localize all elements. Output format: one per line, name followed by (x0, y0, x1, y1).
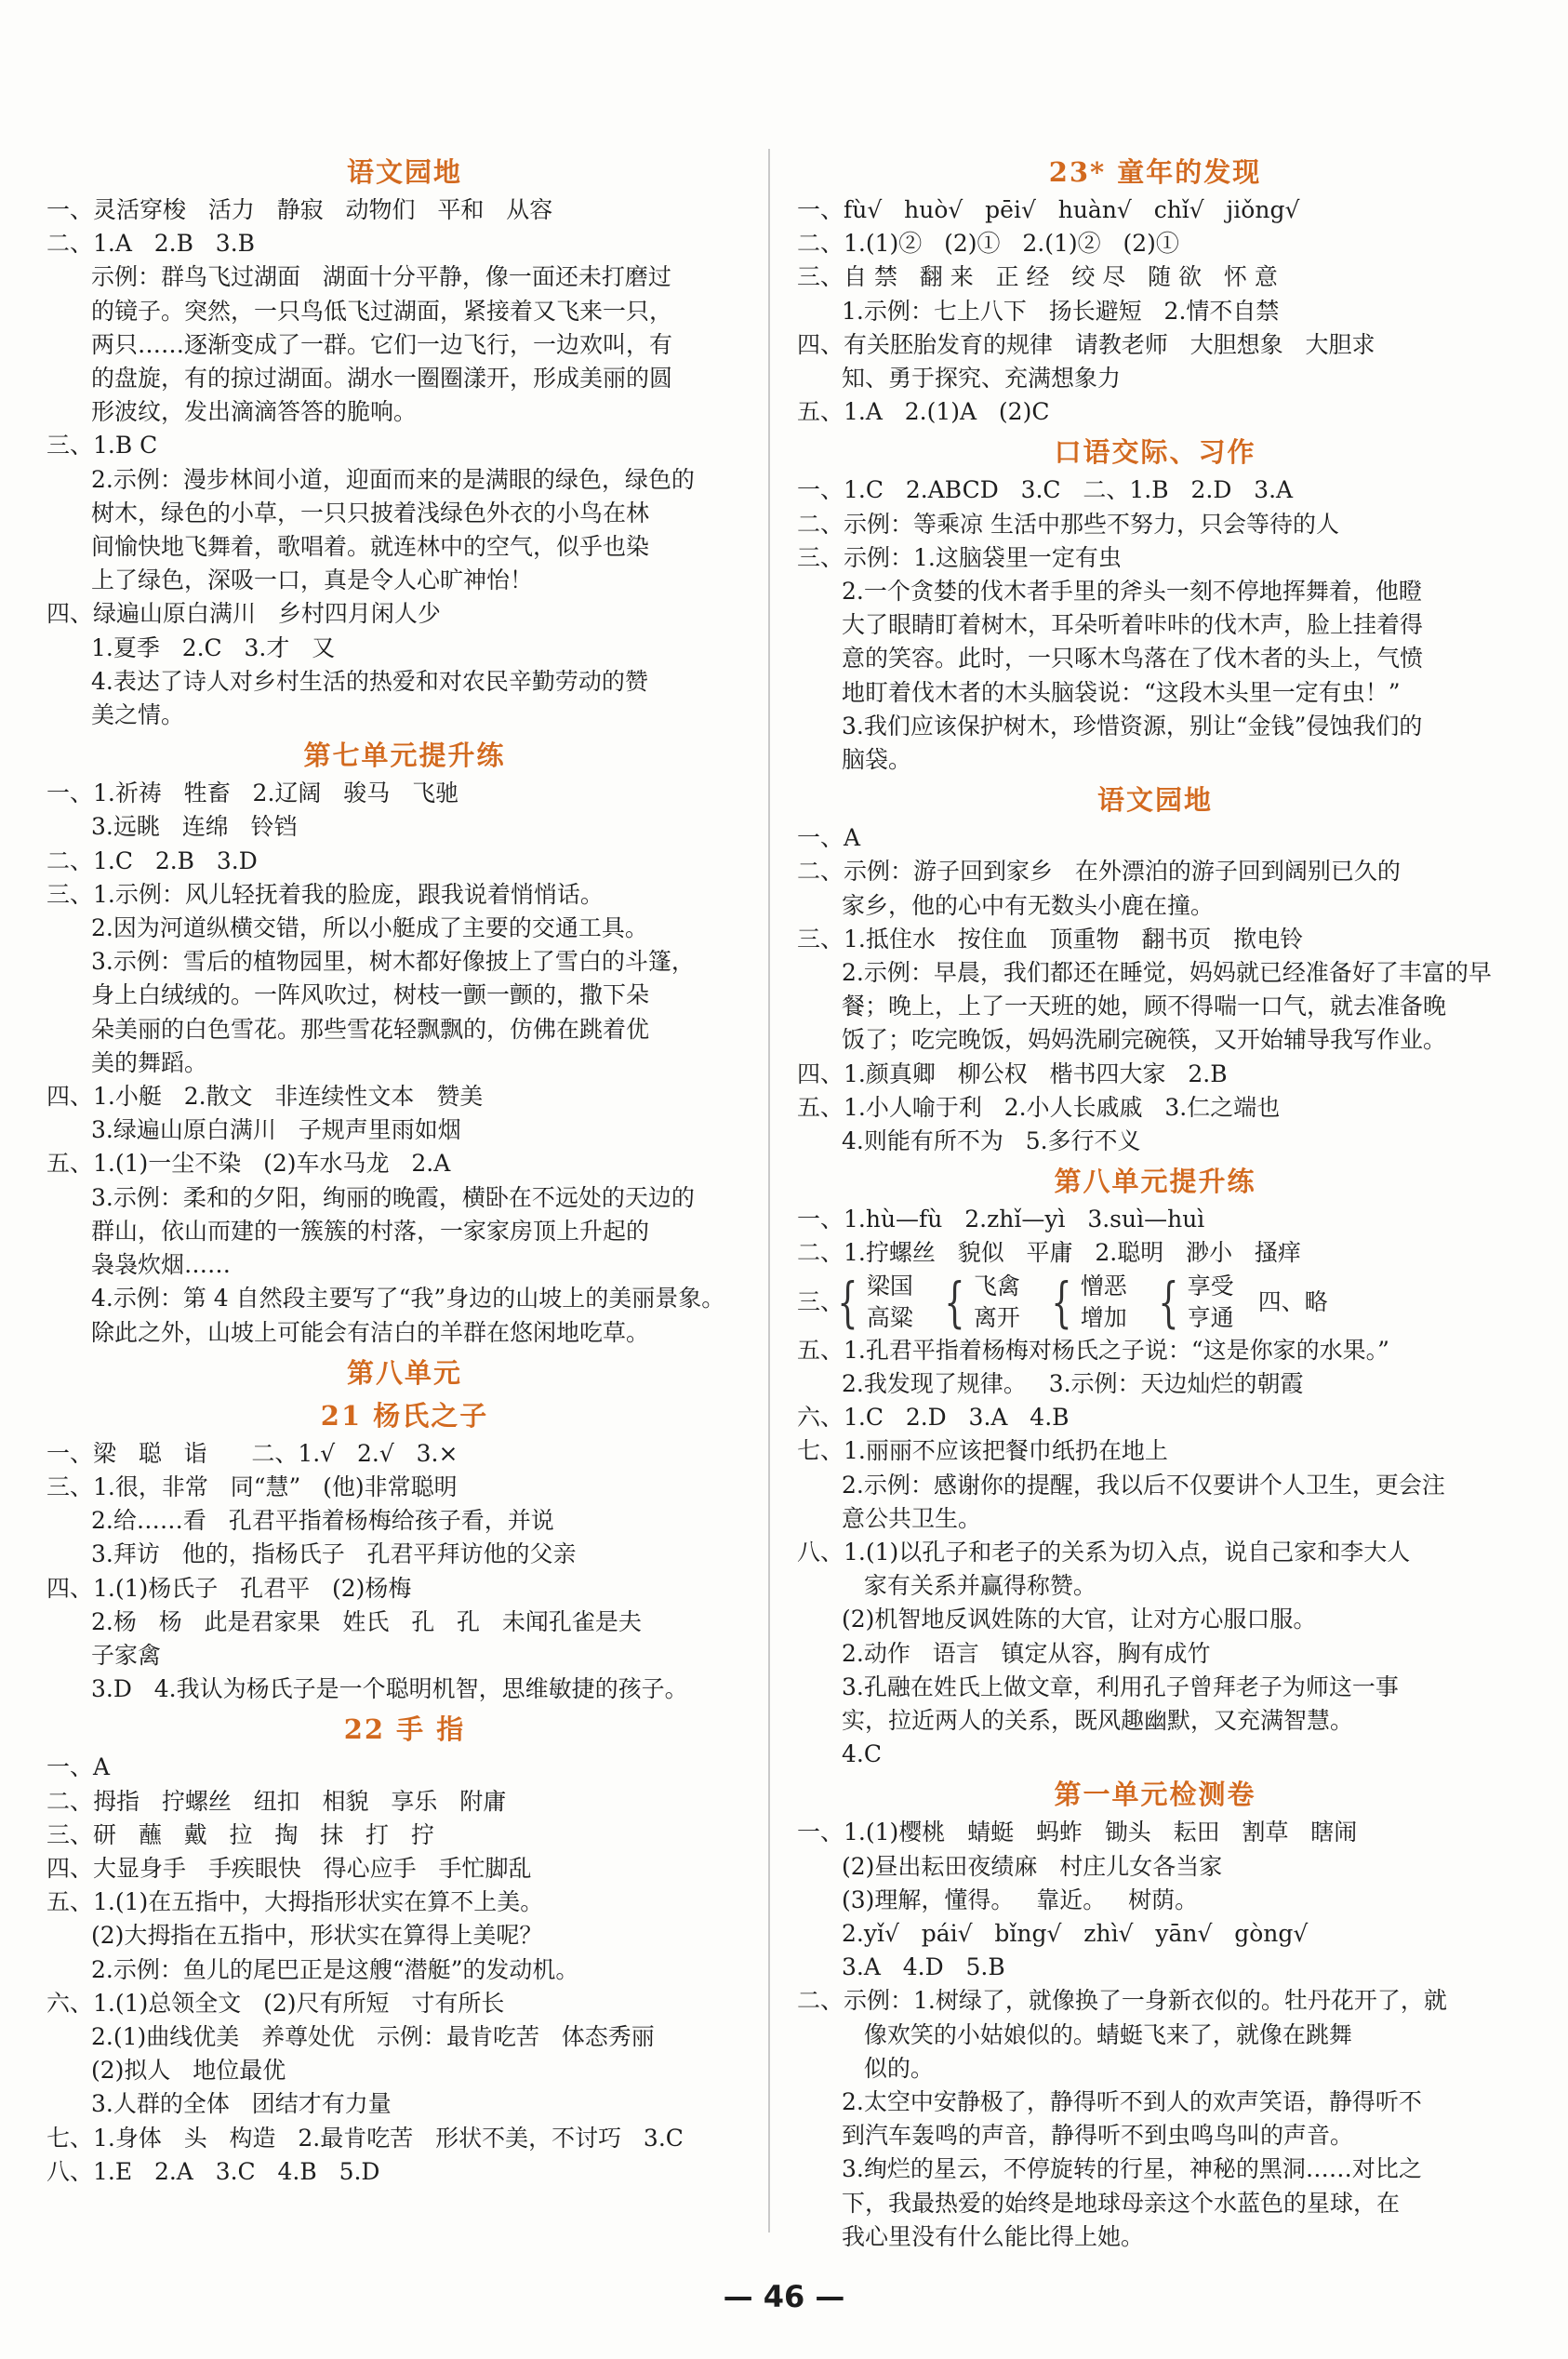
brace-word: 憎恶 (1080, 1272, 1127, 1299)
section-title: 23* 童年的发现 (1048, 156, 1262, 188)
answer-line: 五、1.(1)一尘不染 (2)车水马龙 2.A (47, 1150, 451, 1178)
answer-line: 1.夏季 2.C 3.才 又 (91, 633, 336, 661)
answer-line: 3.孔融在姓氏上做文章，利用孔子曾拜老子为师这一事 (842, 1673, 1399, 1700)
answer-line: 4.表达了诗人对乡村生活的热爱和对农民辛勤劳动的赞 (91, 667, 648, 695)
answer-line: 2.我发现了规律。 3.示例：天边灿烂的朝霞 (842, 1369, 1304, 1397)
right-column (797, 149, 1513, 2254)
left-column (47, 149, 763, 2189)
answer-line: 六、1.(1)总领全文 (2)尺有所短 寸有所长 (47, 1989, 505, 2017)
answer-line: 的盘旋，有的掠过湖面。湖水一圈圈漾开，形成美丽的圆 (91, 365, 673, 393)
answer-line: 2.(1)曲线优美 养尊处优 示例：最肯吃苦 体态秀丽 (91, 2022, 655, 2050)
answer-line: 4.则能有所不为 5.多行不义 (842, 1127, 1141, 1155)
brace-word: 增加 (1080, 1303, 1127, 1331)
answer-line: 像欢笑的小姑娘似的。蜻蜓飞来了，就像在跳舞 (842, 2020, 1352, 2048)
answer-line: 五、1.小人喻于利 2.小人长戚戚 3.仁之端也 (797, 1093, 1281, 1121)
answer-line: 2.示例：漫步林间小道，迎面而来的是满眼的绿色，绿色的 (91, 465, 695, 493)
answer-line: 2.示例：鱼儿的尾巴正是这艘“潜艇”的发动机。 (91, 1955, 579, 1983)
answer-line: 二、1.拧螺丝 貌似 平庸 2.聪明 渺小 搔痒 (797, 1239, 1301, 1267)
answer-line: 五、1.A 2.(1)A (2)C (797, 398, 1050, 426)
answer-line: 六、1.C 2.D 3.A 4.B (797, 1404, 1070, 1432)
brace-word: 享受 (1187, 1272, 1234, 1299)
answer-line: 八、1.(1)以孔子和老子的关系为切入点，说自己家和李大人 (797, 1538, 1411, 1566)
answer-line: 树木，绿色的小草，一只只披着浅绿色外衣的小鸟在林 (91, 499, 650, 526)
answer-line: 五、1.孔君平指着杨梅对杨氏之子说：“这是你家的水果。” (797, 1336, 1389, 1364)
answer-line: 意的笑容。此时，一只啄木鸟落在了伐木者的头上，气愤 (842, 645, 1424, 673)
answer-line: 似的。 (842, 2054, 934, 2082)
answer-line: 示例：群鸟飞过湖面 湖面十分平静，像一面还未打磨过 (91, 263, 671, 291)
answer-line: 2.一个贪婪的伐木者手里的斧头一刻不停地挥舞着，他瞪 (842, 578, 1422, 606)
section-title: 第八单元提升练 (1054, 1166, 1256, 1198)
brace-icon: { (837, 1270, 858, 1334)
section-title: 第一单元检测卷 (1054, 1779, 1256, 1811)
answer-line: 知、勇于探究、充满想象力 (842, 365, 1122, 393)
answer-line: 四、大显身手 手疾眼快 得心应手 手忙脚乱 (47, 1854, 532, 1882)
answer-line: 四、1.颜真卿 柳公权 楷书四大家 2.B (797, 1060, 1228, 1087)
brace-word-pair (1151, 1271, 1234, 1334)
answer-line: 美的舞蹈。 (91, 1048, 208, 1076)
answer-line: 4.C (842, 1740, 882, 1768)
brace-word: 离开 (973, 1303, 1020, 1331)
answer-line: 饭了；吃完晚饭，妈妈洗刷完碗筷，又开始辅导我写作业。 (842, 1026, 1447, 1054)
answer-line: 2.因为河道纵横交错，所以小艇成了主要的交通工具。 (91, 914, 648, 942)
answer-line: 七、1.身体 头 构造 2.最肯吃苦 形状不美，不讨巧 3.C (47, 2124, 684, 2152)
answer-line: (2)拟人 地位最优 (91, 2057, 286, 2085)
answer-text: 四、略 (1257, 1287, 1328, 1315)
answer-line: 三、示例：1.这脑袋里一定有虫 (797, 543, 1122, 571)
answer-line: 地盯着伐木者的木头脑袋说：“这段木头里一定有虫！” (842, 678, 1401, 706)
section-title: 语文园地 (1096, 784, 1213, 817)
answer-line: 3.示例：柔和的夕阳，绚丽的晚霞，横卧在不远处的天边的 (91, 1183, 695, 1211)
answer-line: 到汽车轰鸣的声音，静得听不到虫鸣鸟叫的声音。 (842, 2122, 1354, 2150)
answer-line: (2)机智地反讽姓陈的大官，让对方心服口服。 (842, 1606, 1317, 1633)
answer-line: 3.绚烂的星云，不停旋转的行星，神秘的黑洞……对比之 (842, 2155, 1422, 2183)
answer-line: 三、自 禁 翻 来 正 经 绞 尽 随 欲 怀 意 (797, 263, 1278, 291)
brace-icon: { (944, 1270, 965, 1334)
answer-line: 3.示例：雪后的植物园里，树木都好像披上了雪白的斗篷， (91, 948, 695, 976)
answer-line: (2)大拇指在五指中，形状实在算得上美呢？ (91, 1922, 543, 1950)
answer-line: 一、灵活穿梭 活力 静寂 动物们 平和 从容 (47, 196, 553, 223)
answer-line: (3)理解，懂得。 靠近。 树荫。 (842, 1886, 1199, 1913)
answer-line: 1.示例：七上八下 扬长避短 2.情不自禁 (842, 297, 1280, 325)
answer-line: 朵美丽的白色雪花。那些雪花轻飘飘的，仿佛在跳着优 (91, 1015, 650, 1043)
answer-line: 四、1.小艇 2.散文 非连续性文本 赞美 (47, 1083, 484, 1111)
answer-line: 二、1.(1)② (2)① 2.(1)② (2)① (797, 230, 1179, 258)
answer-line: 2.杨 杨 此是君家果 姓氏 孔 孔 未闻孔雀是夫 (91, 1607, 642, 1635)
answer-line: 身上白绒绒的。一阵风吹过，树枝一颤一颤的，撒下朵 (91, 981, 650, 1009)
answer-line: 袅袅炊烟…… (91, 1251, 232, 1279)
answer-line: 下，我最热爱的始终是地球母亲这个水蓝色的星球，在 (842, 2189, 1401, 2217)
answer-line: 3.远眺 连绵 铃铛 (91, 813, 298, 841)
answer-line: 脑袋。 (842, 746, 912, 774)
answer-line: 家乡，他的心中有无数头小鹿在撞。 (842, 891, 1215, 919)
answer-line: 意公共卫生。 (842, 1504, 982, 1532)
brace-icon: { (1051, 1270, 1072, 1334)
answer-line: 一、A (47, 1753, 111, 1781)
answer-line: 三、1.很，非常 同“慧” (他)非常聪明 (47, 1473, 458, 1500)
answer-line: 我心里没有什么能比得上她。 (842, 2222, 1145, 2250)
answer-line: (2)昼出耘田夜绩麻 村庄儿女各当家 (842, 1852, 1223, 1880)
answer-line: 形波纹，发出滴滴答答的脆响。 (91, 398, 418, 426)
answer-line: 四、有关胚胎发育的规律 请教老师 大胆想象 大胆求 (797, 330, 1375, 358)
answer-line: 美之情。 (91, 701, 185, 729)
brace-icon: { (1158, 1270, 1179, 1334)
answer-line: 除此之外，山坡上可能会有洁白的羊群在悠闲地吃草。 (91, 1318, 650, 1346)
section-title: 第七单元提升练 (303, 740, 506, 772)
answer-line: 2.给……看 孔君平指着杨梅给孩子看，并说 (91, 1507, 554, 1535)
answer-line: 三、1.B C (47, 432, 158, 460)
answer-line: 三、1.示例：风儿轻抚着我的脸庞，跟我说着悄悄话。 (47, 880, 604, 908)
page-number: — 46 — (723, 2279, 845, 2314)
answer-line: 间愉快地飞舞着，歌唱着。就连林中的空气，似乎也染 (91, 533, 650, 561)
answer-line: 五、1.(1)在五指中，大拇指形状实在算不上美。 (47, 1888, 544, 1916)
answer-line: 七、1.丽丽不应该把餐巾纸扔在地上 (797, 1437, 1168, 1465)
answer-line: 的镜子。突然，一只鸟低飞过湖面，紧接着又飞来一只， (91, 297, 673, 325)
brace-word-pair (1044, 1271, 1127, 1334)
answer-line: 一、1.C 2.ABCD 3.C 二、1.B 2.D 3.A (797, 476, 1294, 504)
brace-word: 高粱 (866, 1303, 913, 1331)
answer-line: 两只……逐渐变成了一群。它们一边飞行，一边欢叫，有 (91, 330, 673, 358)
answer-line: 3.D 4.我认为杨氏子是一个聪明机智，思维敏捷的孩子。 (91, 1675, 688, 1703)
answer-line: 一、1.hù—fù 2.zhǐ—yì 3.suì—huì (797, 1206, 1205, 1233)
answer-line: 3.我们应该保护树木，珍惜资源，别让“金钱”侵蚀我们的 (842, 712, 1423, 740)
brace-group-row (797, 1271, 1513, 1334)
answer-line: 三、研 蘸 戴 拉 掏 抹 打 拧 (47, 1820, 434, 1848)
answer-line: 2.动作 语言 镇定从容，胸有成竹 (842, 1639, 1211, 1667)
brace-word: 梁国 (866, 1272, 913, 1299)
answer-line: 二、拇指 拧螺丝 纽扣 相貌 享乐 附庸 (47, 1787, 507, 1815)
answer-line: 八、1.E 2.A 3.C 4.B 5.D (47, 2157, 380, 2185)
answer-line: 家有关系并赢得称赞。 (842, 1572, 1096, 1600)
answer-line: 二、1.A 2.B 3.B (47, 230, 256, 258)
section-title: 21 杨氏之子 (320, 1399, 489, 1432)
brace-word: 飞禽 (973, 1272, 1020, 1299)
answer-line: 3.拜访 他的，指杨氏子 孔君平拜访他的父亲 (91, 1540, 577, 1568)
answer-line: 4.示例：第 4 自然段主要写了“我”身边的山坡上的美丽景象。 (91, 1285, 725, 1313)
section-title: 口语交际、习作 (1054, 436, 1256, 469)
answer-line: 2.示例：早晨，我们都还在睡觉，妈妈就已经准备好了丰富的早 (842, 959, 1492, 987)
answer-line: 子家禽 (91, 1641, 162, 1669)
brace-word: 亨通 (1187, 1303, 1234, 1331)
answer-line: 实，拉近两人的关系，既风趣幽默，又充满智慧。 (842, 1706, 1354, 1734)
question-label: 三、 (797, 1287, 844, 1315)
answer-line: 二、示例：1.树绿了，就像换了一身新衣似的。牡丹花开了，就 (797, 1987, 1447, 2015)
answer-line: 四、1.(1)杨氏子 孔君平 (2)杨梅 (47, 1574, 412, 1602)
section-title: 第八单元 (346, 1356, 462, 1389)
brace-word-pair (937, 1271, 1020, 1334)
answer-line: 三、1.抵住水 按住血 顶重物 翻书页 揿电铃 (797, 925, 1304, 953)
answer-line: 群山，依山而建的一簇簇的村落，一家家房顶上升起的 (91, 1217, 650, 1245)
answer-line: 一、1.(1)樱桃 蜻蜓 蚂蚱 锄头 耘田 割草 瞎闹 (797, 1819, 1358, 1846)
answer-line: 3.A 4.D 5.B (842, 1953, 1005, 1981)
answer-line: 二、示例：游子回到家乡 在外漂泊的游子回到阔别已久的 (797, 858, 1401, 886)
answer-line: 3.人群的全体 团结才有力量 (91, 2090, 392, 2118)
answer-line: 一、A (797, 824, 861, 852)
answer-line: 二、1.C 2.B 3.D (47, 846, 258, 874)
answer-line: 大了眼睛盯着树木，耳朵听着咔咔的伐木声，脸上挂着得 (842, 611, 1424, 639)
brace-word-pair (831, 1271, 913, 1334)
answer-line: 上了绿色，深吸一口，真是令人心旷神怡！ (91, 566, 534, 594)
answer-line: 2.示例：感谢你的提醒，我以后不仅要讲个人卫生，更会注 (842, 1471, 1445, 1499)
answer-line: 四、绿遍山原白满川 乡村四月闲人少 (47, 600, 441, 628)
column-divider (768, 149, 770, 2232)
answer-line: 餐；晚上，上了一天班的她，顾不得喘一口气，就去准备晚 (842, 993, 1447, 1020)
answer-line: 一、1.祈祷 牲畜 2.辽阔 骏马 飞驰 (47, 780, 459, 807)
answer-line: 一、梁 聪 诣 二、1.√ 2.√ 3.× (47, 1439, 458, 1467)
answer-line: 2.yǐ√ pái√ bǐng√ zhì√ yān√ gòng√ (842, 1919, 1309, 1947)
section-title: 22 手 指 (343, 1713, 466, 1746)
answer-line: 3.绿遍山原白满川 子规声里雨如烟 (91, 1116, 461, 1144)
section-title: 语文园地 (346, 156, 462, 188)
answer-line: 二、示例：等乘凉 生活中那些不努力，只会等待的人 (797, 510, 1339, 538)
answer-line: 一、fù√ huò√ pēi√ huàn√ chǐ√ jiǒng√ (797, 196, 1300, 223)
answer-line: 2.太空中安静极了，静得听不到人的欢声笑语，静得听不 (842, 2087, 1422, 2115)
